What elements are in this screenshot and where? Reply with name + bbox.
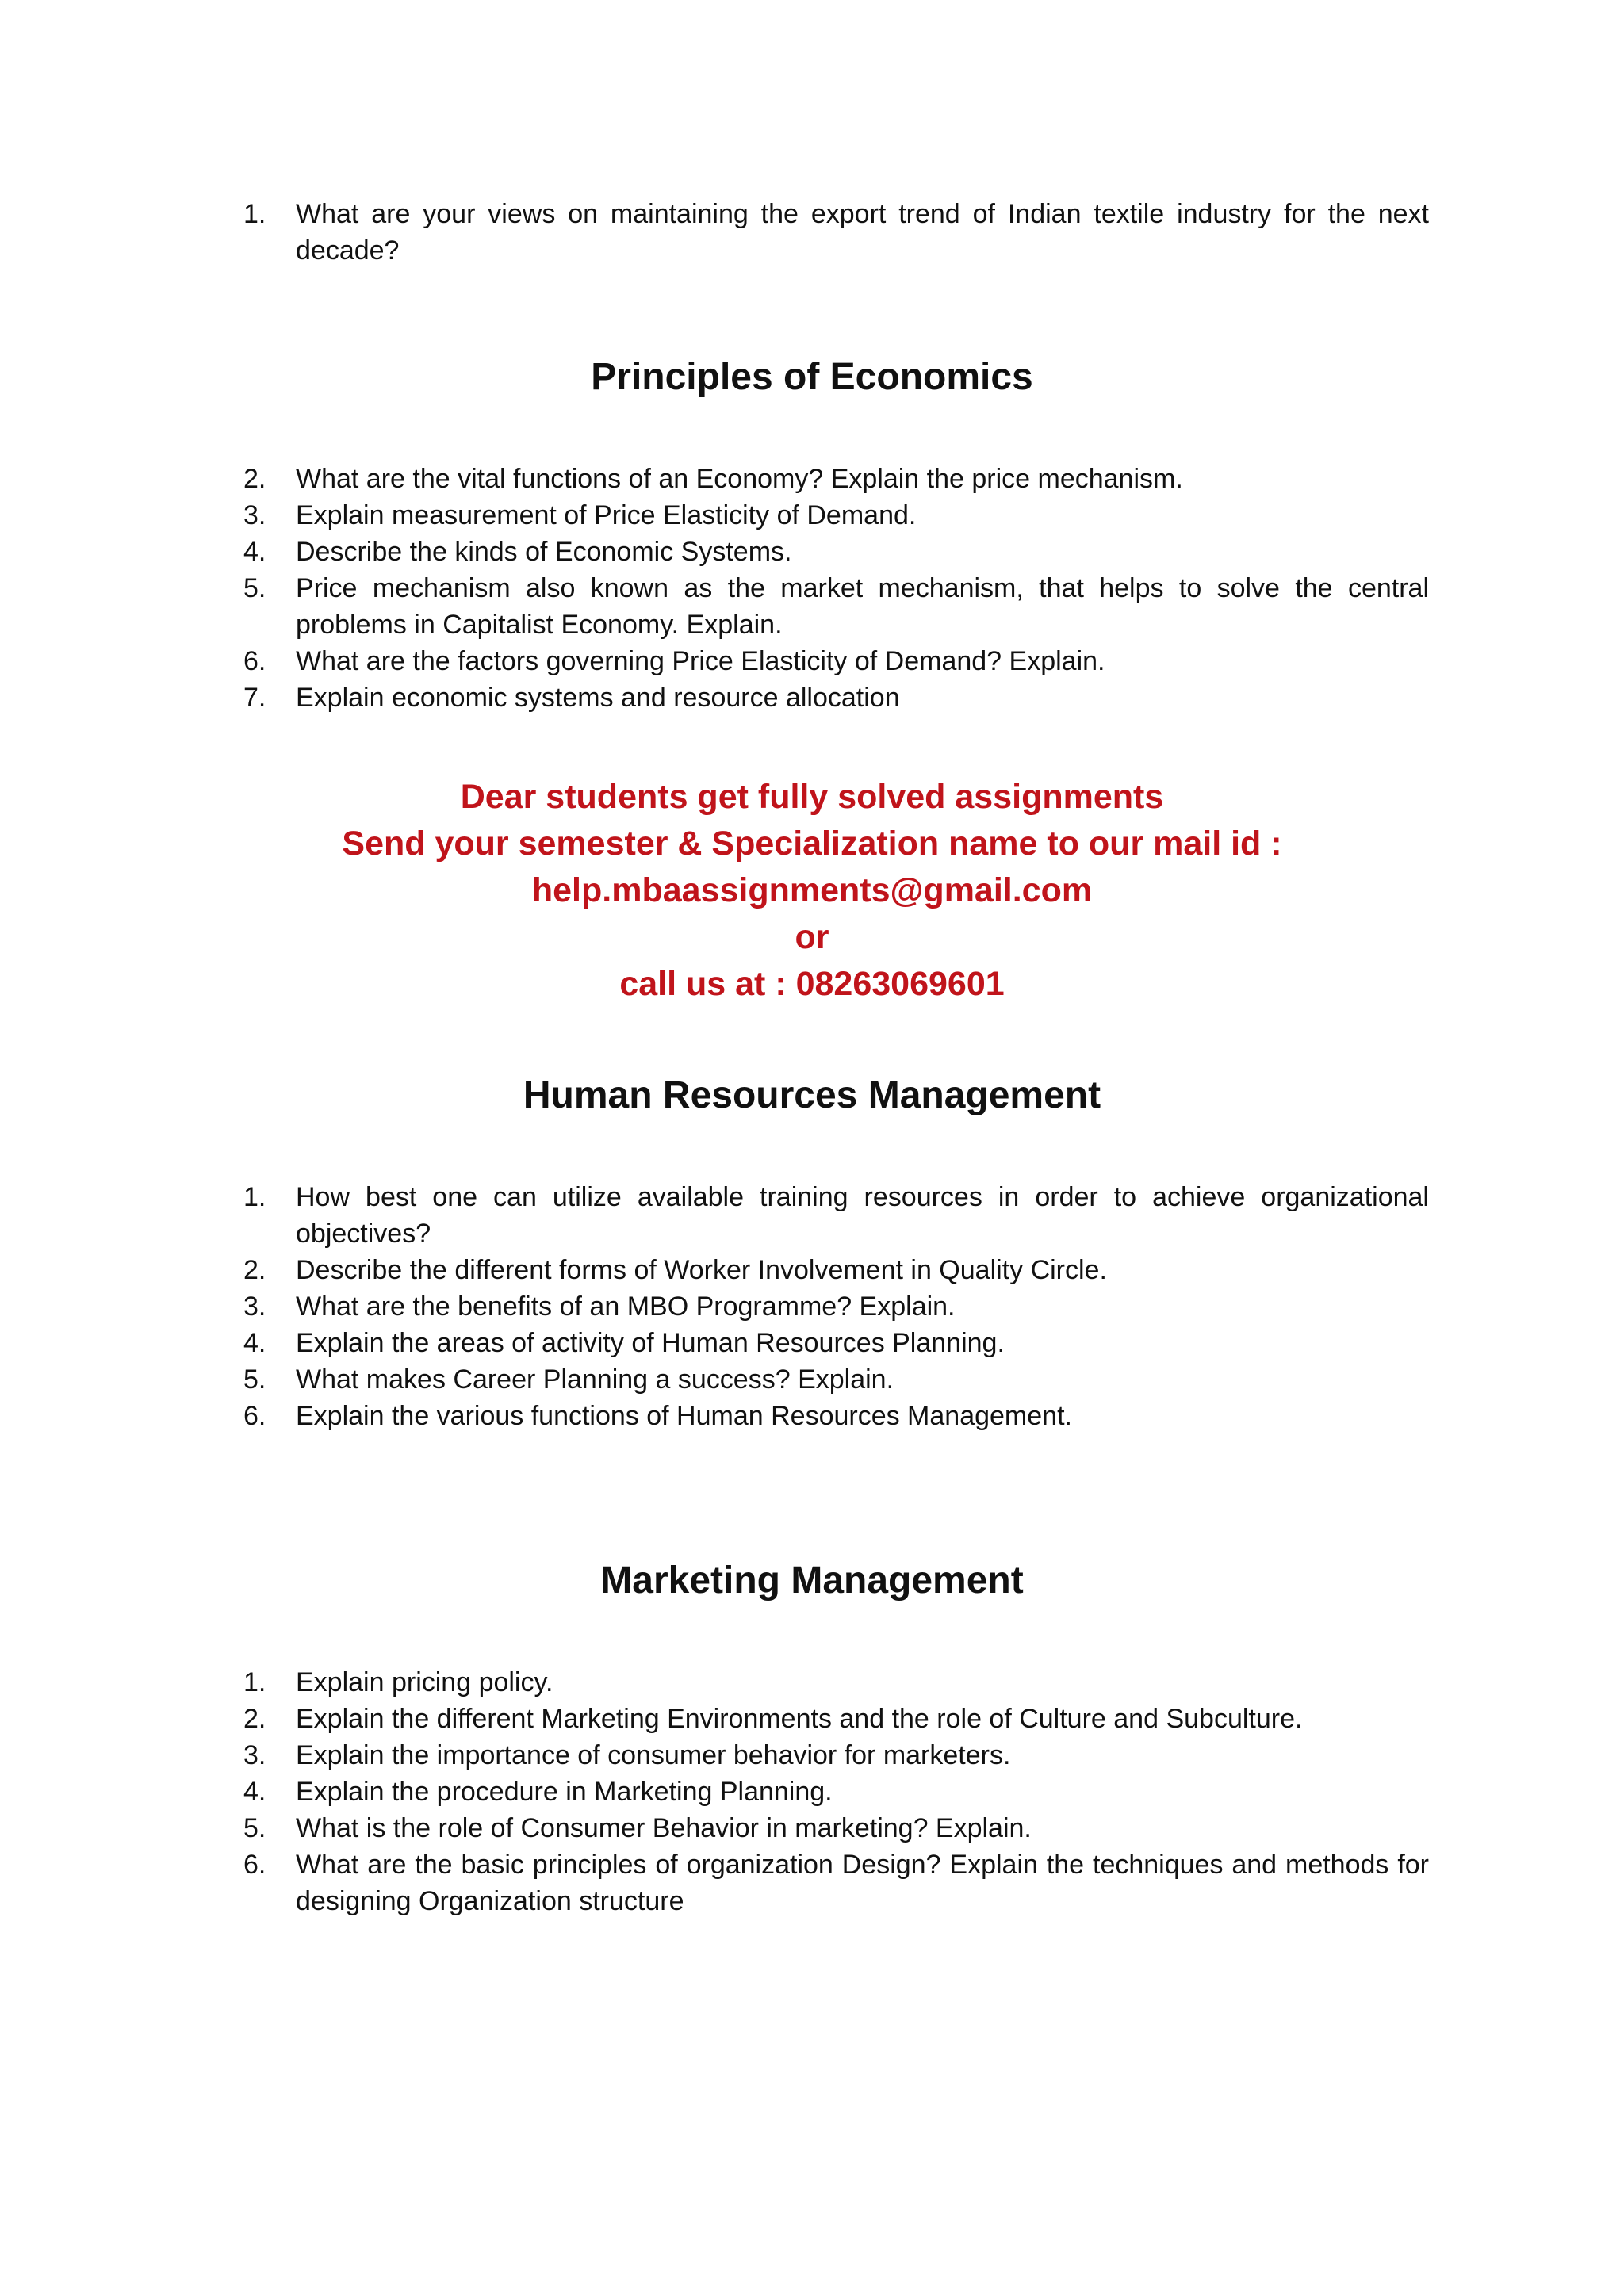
question-number: 5.	[243, 1813, 266, 1843]
list-item	[243, 1288, 1429, 1325]
list-item	[243, 1179, 1429, 1252]
question-number: 6.	[243, 1850, 266, 1880]
list-item	[243, 534, 1429, 570]
question-number: 2.	[243, 464, 266, 494]
question-number: 3.	[243, 1292, 266, 1322]
question-text: What are the benefits of an MBO Programme? Explain.	[296, 1292, 956, 1322]
question-number: 1.	[243, 1182, 266, 1212]
question-text: Explain the different Marketing Environments and the role of Culture and Subculture.	[296, 1704, 1303, 1734]
question-number: 5.	[243, 573, 266, 603]
list-item	[243, 1325, 1429, 1361]
list-item	[243, 461, 1429, 497]
question-number: 2.	[243, 1255, 266, 1285]
question-text: Explain the importance of consumer behavior for marketers.	[296, 1740, 1011, 1770]
list-item	[243, 1810, 1429, 1846]
question-text: Price mechanism also known as the market mechanism, that helps to solve the central problems in Capitalist Economy. Explain.	[296, 573, 1429, 640]
question-number: 3.	[243, 1740, 266, 1770]
question-number: 6.	[243, 646, 266, 676]
promo-call: call us at : 08263069601	[619, 965, 1005, 1003]
list-item	[243, 1252, 1429, 1288]
list-item	[243, 1664, 1429, 1701]
promo-line-2: Send your semester & Specialization name to our mail id :	[342, 825, 1282, 863]
question-text: How best one can utilize available training resources in order to achieve organizational objectives?	[296, 1182, 1429, 1249]
hrm-question-list	[243, 1179, 1429, 1434]
list-item	[243, 1361, 1429, 1398]
question-text: Explain economic systems and resource allocation	[296, 683, 900, 713]
list-item	[243, 570, 1429, 643]
list-item	[243, 196, 1429, 269]
list-item	[243, 643, 1429, 679]
question-text: What are the factors governing Price Elasticity of Demand? Explain.	[296, 646, 1105, 676]
promo-line-1: Dear students get fully solved assignments	[460, 778, 1164, 816]
question-text: Explain measurement of Price Elasticity of Demand.	[296, 500, 917, 530]
question-number: 1.	[243, 1667, 266, 1697]
section-heading-economics: Principles of Economics	[591, 356, 1033, 398]
question-text: What is the role of Consumer Behavior in marketing? Explain.	[296, 1813, 1032, 1843]
marketing-question-list	[243, 1664, 1429, 1919]
question-text: What are your views on maintaining the export trend of Indian textile industry for the next decade?	[296, 199, 1429, 266]
question-number: 4.	[243, 1777, 266, 1807]
question-text: What makes Career Planning a success? Explain.	[296, 1364, 894, 1395]
economics-question-list	[243, 461, 1429, 716]
question-number: 6.	[243, 1401, 266, 1431]
question-number: 5.	[243, 1364, 266, 1395]
question-text: Explain the procedure in Marketing Planning.	[296, 1777, 833, 1807]
question-text: Explain pricing policy.	[296, 1667, 553, 1697]
question-text: Explain the various functions of Human Resources Management.	[296, 1401, 1072, 1431]
section-heading-hrm: Human Resources Management	[523, 1074, 1101, 1116]
list-item	[243, 497, 1429, 534]
intro-question-list	[243, 196, 1429, 269]
question-text: Explain the areas of activity of Human Resources Planning.	[296, 1328, 1005, 1358]
question-number: 4.	[243, 1328, 266, 1358]
question-text: Describe the different forms of Worker Involvement in Quality Circle.	[296, 1255, 1107, 1285]
list-item	[243, 1737, 1429, 1774]
question-number: 1.	[243, 199, 266, 229]
promo-or: or	[795, 918, 829, 956]
question-number: 7.	[243, 683, 266, 713]
question-number: 2.	[243, 1704, 266, 1734]
question-number: 3.	[243, 500, 266, 530]
question-text: What are the basic principles of organization Design? Explain the techniques and methods for designing Organization structure	[296, 1850, 1429, 1916]
section-heading-marketing: Marketing Management	[600, 1559, 1024, 1601]
list-item	[243, 1701, 1429, 1737]
question-text: Describe the kinds of Economic Systems.	[296, 537, 792, 567]
list-item	[243, 1398, 1429, 1434]
promo-email: help.mbaassignments@gmail.com	[531, 871, 1093, 909]
promo-block	[0, 774, 1624, 1008]
question-text: What are the vital functions of an Economy? Explain the price mechanism.	[296, 464, 1183, 494]
question-number: 4.	[243, 537, 266, 567]
list-item	[243, 679, 1429, 716]
list-item	[243, 1774, 1429, 1810]
list-item	[243, 1846, 1429, 1919]
